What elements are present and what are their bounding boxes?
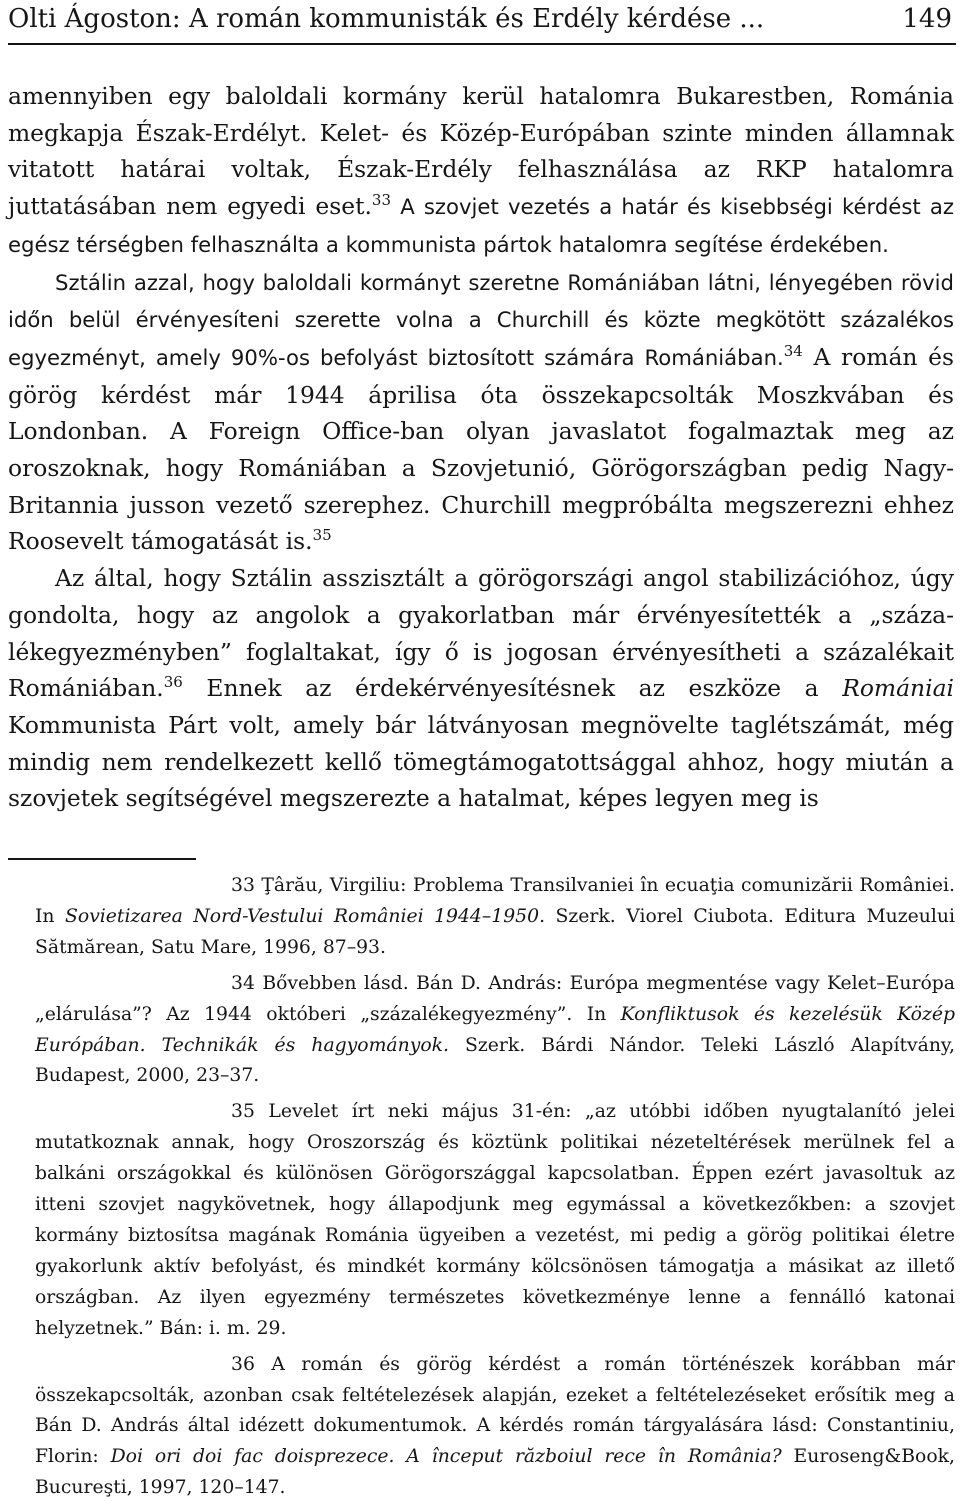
footnote-36 bbox=[35, 1350, 955, 1505]
paragraph-1 bbox=[8, 78, 954, 264]
footnote-ref-36[interactable]: 36 bbox=[163, 673, 183, 692]
footnote-34 bbox=[35, 969, 955, 1093]
footnote-number: 34 bbox=[231, 972, 255, 994]
footnote-33 bbox=[35, 871, 955, 964]
footnote-number: 33 bbox=[231, 875, 255, 896]
footnote-text: Euroseng&Book, Bucureşti, 1997, 120–147. bbox=[35, 1446, 956, 1499]
footnote-text: Ţârău, Virgiliu: Problema Transilvaniei în ecuaţia comunizării României. In bbox=[35, 875, 955, 927]
footnote-separator bbox=[8, 858, 196, 860]
footnote-italic-text: Sovietizarea Nord-Vestului României 1944–1950 bbox=[65, 905, 540, 927]
body-text bbox=[8, 78, 954, 817]
footnote-ref-35[interactable]: 35 bbox=[312, 526, 332, 545]
footnote-35 bbox=[35, 1097, 955, 1344]
paragraph-text: Az által, hogy Sztálin asszisztált a görögországi angol stabilizációhoz, úgy gondolta, hogy az angolok a gyakorlatban már érvényesítették a „százalékegyezményben” foglaltakat, így ő is jogosan érvényesítheti a százalékait Romániában. bbox=[8, 564, 954, 703]
paragraph-2 bbox=[8, 264, 954, 561]
footnote-text: Bővebben lásd. Bán D. András: Európa megmentése vagy Kelet–Európa „elárulása”? Az 1944 októberi „százalékegyezmény”. In bbox=[35, 972, 955, 1025]
footnote-text: . Szerk. Viorel Ciubota. Editura Muzeului Sătmărean, Satu Mare, 1996, 87–93. bbox=[35, 905, 955, 958]
footnote-text: Levelet írt neki május 31-én: „az utóbbi időben nyugtalanító jelei mutatkoznak annak, hogy Oroszország és köztünk politikai nézeteltérések merülnek fel a balkáni országokkal és különösen Görögországgal kapcsolatban. Éppen ezért javasoltuk az itteni szovjet nagykövetnek, hogy állapodjunk meg egymással a következőkben: a szovjet kormány biztosítsa magának Románia ügyeiben a vezetést, mi pedig a görög politikai életre gyakorlunk aktív befolyást, és mindkét kormány kölcsönösen támogatja a másikat az illető országban. Az ilyen egyezmény természetes következménye lenne a fennálló katonai helyzetnek.” Bán: i. m. 29. bbox=[35, 1101, 955, 1339]
paragraph-text: amennyiben egy baloldali kormány kerül hatalomra Bukarestben, Románia megkapja Észak-Erdélyt. Kelet- és Közép-Európában szinte minden államnak vitatott határai voltak, Észak-Erdély felhasználása az RKP hatalomra juttatásában nem egyedi eset. bbox=[8, 82, 954, 221]
paragraph-italic-text: Romániai bbox=[842, 674, 954, 703]
footnotes bbox=[35, 871, 955, 1504]
footnote-text: Szerk. Bárdi Nándor. Teleki László Alapítvány, Budapest, 2000, 23–37. bbox=[35, 1034, 955, 1087]
paragraph-text: Ennek az érdekérvényesítésnek az eszköze a bbox=[182, 674, 843, 703]
footnote-number: 35 bbox=[231, 1101, 255, 1123]
paragraph-text: A szovjet vezetés a határ és kisebbségi kérdést az egész térségben felhasználta a kommunista pártok hatalomra segítése érdekében. bbox=[8, 194, 954, 257]
page-number: 149 bbox=[902, 4, 952, 34]
footnote-number: 36 bbox=[231, 1353, 255, 1375]
paragraph-text: Sztálin azzal, hogy baloldali kormányt szeretne Romániában látni, lényegében rövid időn belül érvényesíteni szerette volna a Churchill és közte megkötött százalékos egyezményt, amely 90%-os befolyást biztosított számára Romániában. bbox=[8, 269, 954, 370]
footnote-italic-text: Konfliktusok és kezelésük Közép Európában. Technikák és hagyományok. bbox=[35, 1003, 955, 1056]
footnote-ref-33[interactable]: 33 bbox=[371, 191, 392, 210]
paragraph-text: Kommunista Párt volt, amely bár látványosan megnövelte taglétszámát, még mindig nem rendelkezett kellő tömegtámogatottsággal ahhoz, hogy miután a szovjetek segítségével megszerezte a hatalmat, képes legyen meg is bbox=[8, 710, 954, 813]
paragraph-text: A román és görög kérdést már 1944 áprilisa óta összekapcsolták Moszkvában és Londonban. A Foreign Office-ban olyan javaslatot fogalmaztak meg az oroszoknak, hogy Romániában a Szovjetunió, Görögországban pedig Nagy-Britannia jusson vezető szerephez. Churchill megpróbálta megszerezni ehhez Roosevelt támogatását is. bbox=[8, 342, 954, 556]
footnote-italic-text: Doi ori doi fac doisprezece. A început războiul rece în România? bbox=[110, 1446, 782, 1468]
running-header bbox=[8, 4, 952, 34]
header-rule bbox=[8, 43, 956, 45]
footnote-ref-34[interactable]: 34 bbox=[783, 341, 803, 360]
footnote-text: A román és görög kérdést a román történészek korábban már összekapcsolták, azonban csak feltételezések alapján, ezeket a feltételezéseket erősítik meg a Bán D. András által idézett dokumentumok. A kérdés román tárgyalására lásd: Constantiniu, Florin: bbox=[35, 1353, 955, 1468]
paragraph-3 bbox=[8, 560, 954, 817]
running-header-title: Olti Ágoston: A román kommunisták és Erdély kérdése ... bbox=[8, 4, 765, 34]
